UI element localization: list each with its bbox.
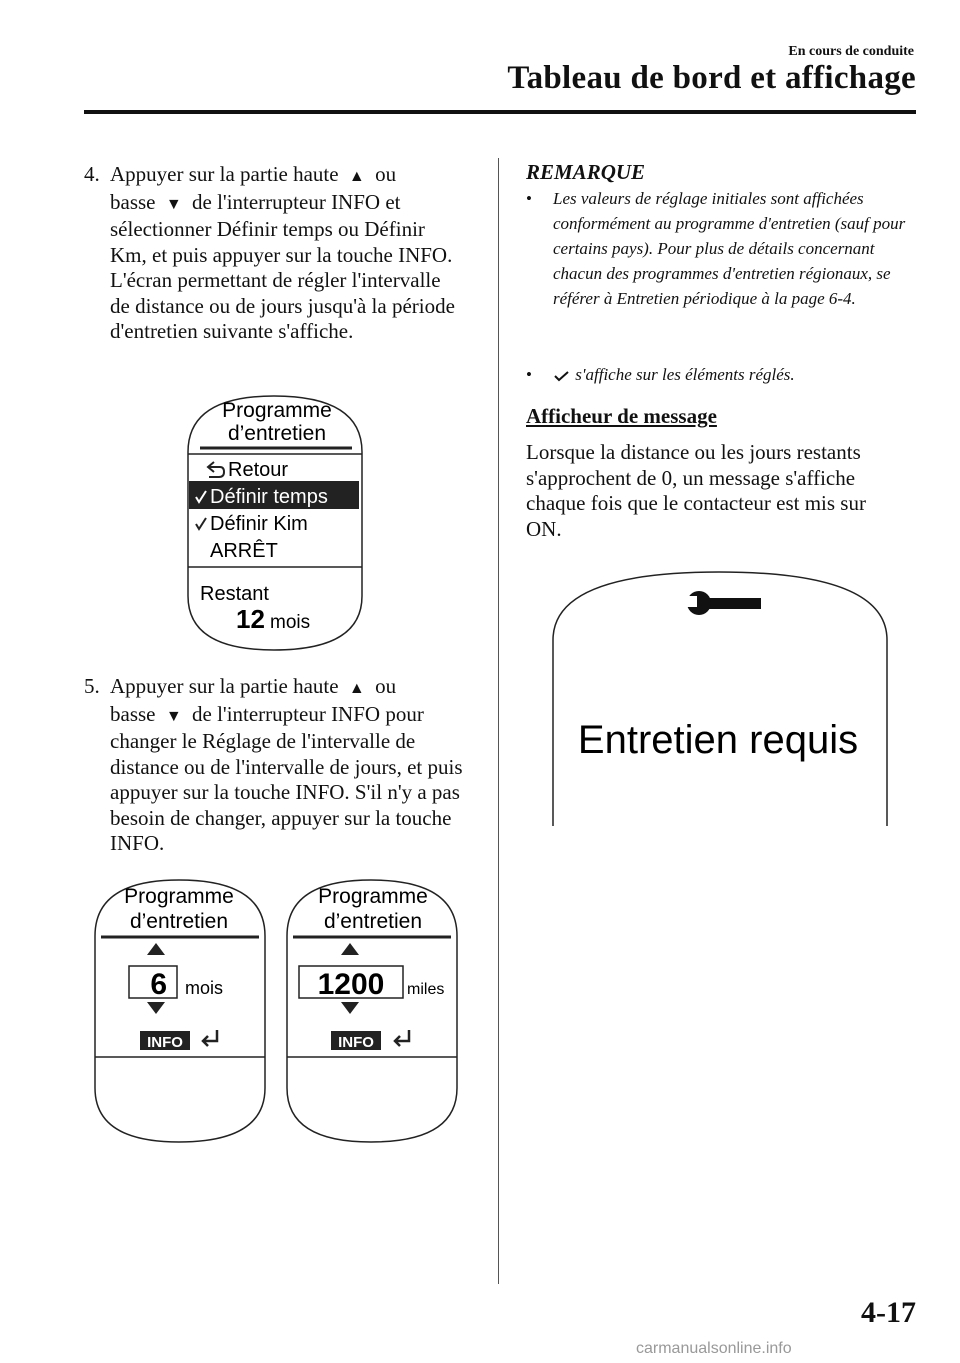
remaining-value: 12 xyxy=(236,604,265,634)
maintenance-menu-screen xyxy=(186,392,364,654)
menu-item-set-time: Définir temps xyxy=(210,486,328,508)
step-4 xyxy=(84,162,464,345)
page-number: 4-17 xyxy=(861,1296,916,1329)
remark-bullet-text: Les valeurs de réglage initiales sont affichées conformément au programme d'entretien (sauf pour certains pays). Pour plus de détails concernant chacun des programmes d'entretien régionaux, se référer à Entretien périodique à la page 6-4. xyxy=(553,189,906,308)
step-text: de l'interrupteur INFO et xyxy=(192,189,401,214)
section-title: En cours de conduite xyxy=(788,44,914,59)
column-divider xyxy=(498,158,499,1284)
step-text: sélectionner Définir temps ou Définir Km, et puis appuyer sur la touche INFO. L'écran permettant de régler l'intervalle de distance ou de jours jusqu'à la période d'entretien suivante s'affiche. xyxy=(110,217,455,343)
header-rule xyxy=(84,110,916,114)
remark-bullet-text: s'affiche sur les éléments réglés. xyxy=(575,365,795,384)
up-triangle-icon: ▲ xyxy=(348,680,365,697)
screen-title: Programme xyxy=(124,885,234,908)
screen-title: d’entretien xyxy=(129,910,229,933)
screen-title: Programme xyxy=(318,885,428,908)
step-5 xyxy=(84,674,464,857)
subsection-title: Afficheur de message xyxy=(526,404,717,428)
screen-title: Programme xyxy=(222,399,332,422)
step-text: basse xyxy=(110,189,156,214)
remark-title: REMARQUE xyxy=(526,160,646,184)
screen-title: d’entretien xyxy=(323,910,423,933)
interval-unit: mois xyxy=(185,978,224,998)
step-text: ou xyxy=(375,674,397,698)
step-number: 5. xyxy=(84,674,100,698)
step-number: 4. xyxy=(84,162,100,186)
step-text: ou xyxy=(375,162,397,186)
message-text: Entretien requis xyxy=(577,718,859,762)
remaining-unit: mois xyxy=(270,612,311,633)
remark-bullet xyxy=(526,186,906,311)
info-label: INFO xyxy=(147,1034,183,1051)
up-triangle-icon: ▲ xyxy=(348,168,365,185)
message-paragraph: Lorsque la distance ou les jours restants s'approchent de 0, un message s'affiche chaque fois que le contacteur est mis sur ON. xyxy=(526,440,866,541)
step-text: Appuyer sur la partie haute xyxy=(110,674,339,698)
check-icon xyxy=(553,370,571,382)
menu-item-return: Retour xyxy=(228,459,289,481)
bullet-icon: • xyxy=(526,189,532,208)
menu-item-set-km: Définir Kim xyxy=(210,513,308,535)
maintenance-required-screen xyxy=(551,570,889,826)
interval-value: 1200 xyxy=(317,968,385,1001)
interval-value: 6 xyxy=(150,968,167,1001)
down-triangle-icon: ▼ xyxy=(165,707,182,725)
screen-title: d’entretien xyxy=(227,422,327,445)
step-text: basse xyxy=(110,701,156,726)
info-label: INFO xyxy=(338,1034,374,1051)
step-text: de l'interrupteur INFO pour xyxy=(192,701,424,726)
chapter-title: Tableau de bord et affichage xyxy=(507,60,916,96)
interval-unit: miles xyxy=(407,981,445,998)
step-text: Appuyer sur la partie haute xyxy=(110,162,339,186)
watermark: carmanualsonline.info xyxy=(636,1340,792,1357)
menu-item-off: ARRÊT xyxy=(210,540,278,562)
down-triangle-icon: ▼ xyxy=(165,195,182,213)
interval-miles-screen xyxy=(285,876,459,1146)
step-text: changer le Réglage de l'intervalle de distance ou de l'intervalle de jours, et puis appuyer sur la touche INFO. S'il n'y a pas besoin de changer, appuyer sur la touche INFO. xyxy=(110,729,463,855)
remark-bullet xyxy=(526,362,906,387)
remaining-label: Restant xyxy=(200,583,269,605)
bullet-icon: • xyxy=(526,365,532,384)
interval-months-screen xyxy=(93,876,267,1146)
